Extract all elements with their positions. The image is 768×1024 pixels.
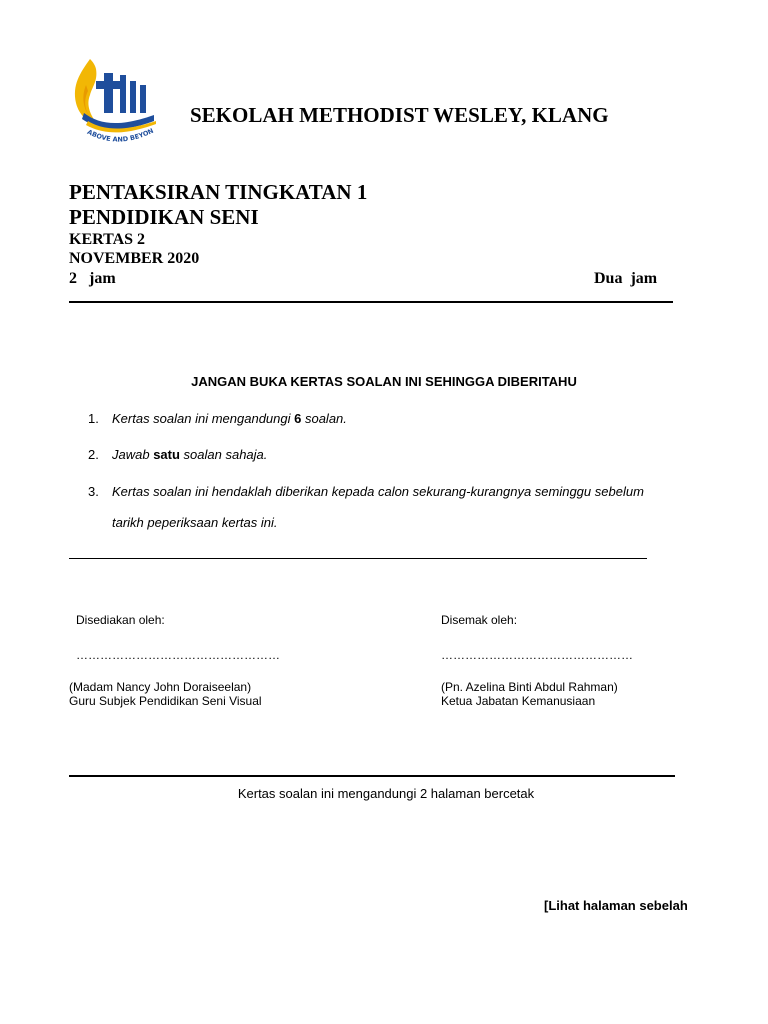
instruction-continuation: tarikh peperiksaan kertas ini.: [112, 515, 278, 530]
duration-words: Dua jam: [594, 270, 658, 287]
prepared-by-role: Guru Subjek Pendidikan Seni Visual: [69, 694, 262, 708]
subject-title: PENDIDIKAN SENI: [69, 205, 259, 229]
instructions-divider: [69, 558, 647, 559]
see-next-page-note: [Lihat halaman sebelah: [544, 898, 688, 913]
instruction-number: 1.: [88, 411, 99, 426]
school-name: SEKOLAH METHODIST WESLEY, KLANG: [190, 103, 609, 127]
instruction-number: 2.: [88, 447, 99, 462]
instruction-item: [88, 484, 644, 500]
checked-by-role: Ketua Jabatan Kemanusiaan: [441, 694, 596, 708]
checked-by-name: (Pn. Azelina Binti Abdul Rahman): [441, 680, 618, 694]
instruction-item: [88, 411, 347, 427]
paper-label: KERTAS 2: [69, 231, 146, 248]
instruction-text: soalan.: [301, 411, 347, 426]
prepared-by-name: (Madam Nancy John Doraiseelan): [69, 680, 252, 694]
school-crest-icon: [70, 55, 162, 150]
instruction-number: 3.: [88, 484, 99, 499]
prepared-by-label: Disediakan oleh:: [76, 613, 165, 627]
warning-heading: JANGAN BUKA KERTAS SOALAN INI SEHINGGA DIBERITAHU: [191, 374, 577, 389]
instruction-text: Kertas soalan ini mengandungi: [112, 411, 295, 426]
header-divider: [69, 301, 673, 303]
instruction-text: Kertas soalan ini hendaklah diberikan kepada calon sekurang-kurangnya seminggu sebelum: [112, 484, 644, 499]
school-logo: [70, 55, 162, 150]
checked-signature-line: …………………………………………: [441, 648, 633, 662]
instruction-emphasis: satu: [153, 447, 180, 462]
checked-by-label: Disemak oleh:: [441, 613, 518, 627]
instruction-item: [88, 447, 267, 463]
exam-title: PENTAKSIRAN TINGKATAN 1: [69, 180, 368, 204]
prepared-signature-line: ……………………………………………: [76, 648, 280, 662]
page-count-note: Kertas soalan ini mengandungi 2 halaman bercetak: [237, 786, 535, 801]
instruction-text: Jawab: [112, 447, 154, 462]
logo-motto: ABOVE AND BEYON: [85, 126, 155, 144]
duration-numeric: 2 jam: [69, 270, 116, 287]
footer-divider: [69, 775, 675, 777]
instruction-emphasis: 6: [294, 411, 302, 426]
instruction-text: soalan sahaja.: [179, 447, 268, 462]
exam-date: NOVEMBER 2020: [69, 250, 200, 267]
